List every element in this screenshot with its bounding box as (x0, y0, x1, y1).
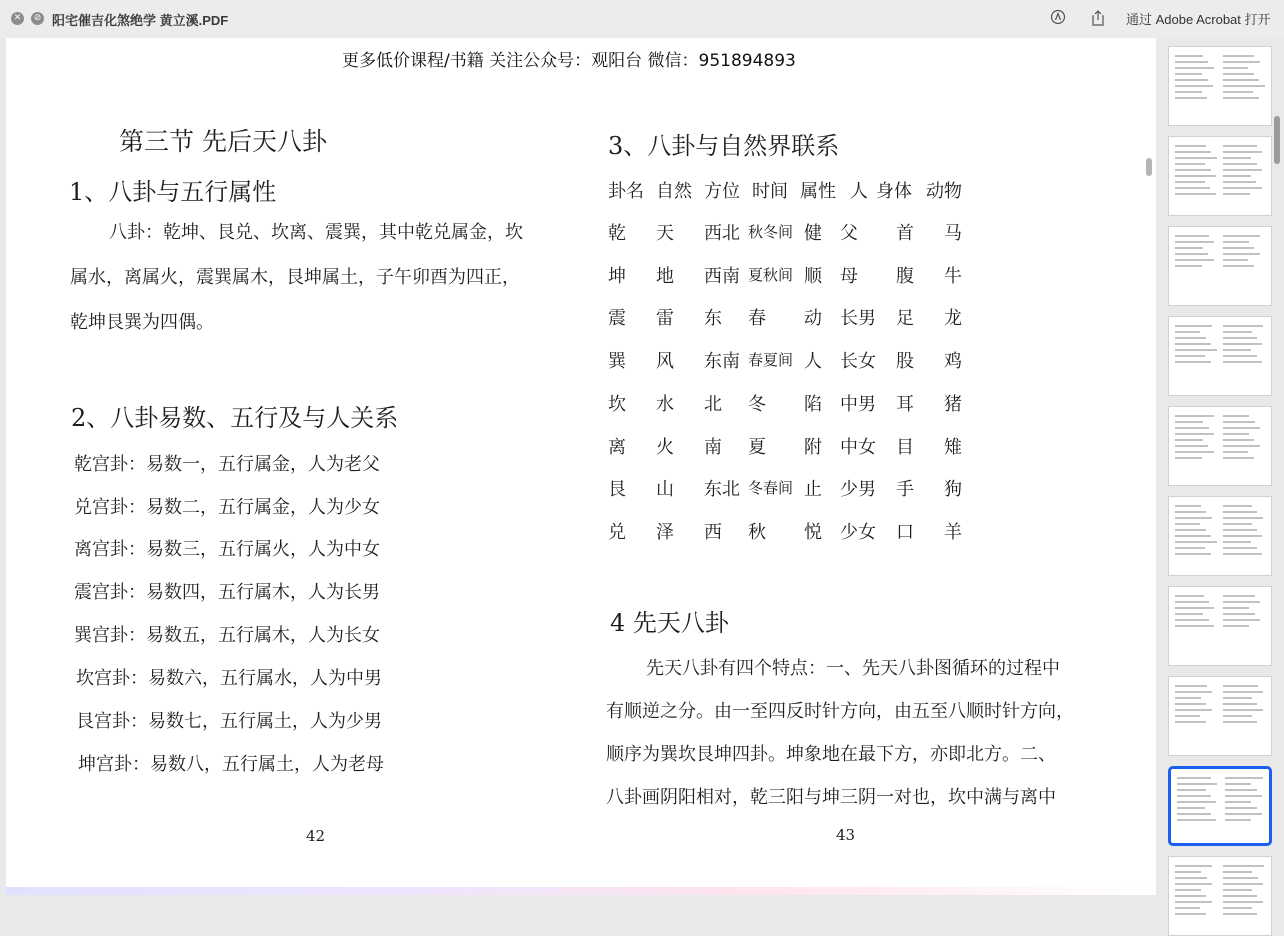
thumbnail-column (1223, 235, 1265, 271)
paragraph-line: 属水，离属火，震巽属木，艮坤属土，子午卯酉为四正， (70, 267, 520, 288)
thumbnail-text-line (1223, 613, 1255, 615)
thumbnail-text-line (1223, 79, 1259, 81)
table-cell: 秋 (748, 521, 766, 543)
sidebar-scrollbar[interactable] (1274, 116, 1280, 164)
thumbnail-text-line (1175, 901, 1212, 903)
thumbnail-text-line (1225, 789, 1257, 791)
thumbnail-column (1223, 325, 1265, 367)
thumbnail-text-line (1223, 259, 1248, 261)
document-scrollbar[interactable] (1146, 158, 1152, 176)
thumbnail-text-line (1223, 619, 1260, 621)
thumbnail-text-line (1223, 151, 1262, 153)
thumbnail-text-line (1223, 439, 1254, 441)
thumbnail-text-line (1223, 241, 1249, 243)
page-thumbnail[interactable] (1168, 586, 1272, 666)
table-cell: 北 (704, 393, 722, 415)
table-header-cell: 人 (850, 181, 868, 202)
thumbnail-text-line (1175, 253, 1208, 255)
thumbnail-column (1223, 685, 1265, 727)
page-thumbnail[interactable] (1168, 496, 1272, 576)
table-cell: 龙 (944, 308, 962, 330)
table-cell: 少女 (840, 521, 876, 543)
bottom-decoration (6, 887, 1156, 895)
gong-line: 震宫卦：易数四，五行属木，人为长男 (74, 582, 380, 603)
table-cell: 长女 (840, 351, 876, 373)
thumbnail-column (1225, 777, 1267, 825)
thumbnail-text-line (1175, 247, 1203, 249)
thumbnail-text-line (1175, 325, 1212, 327)
thumbnail-text-line (1175, 685, 1207, 687)
thumbnail-text-line (1175, 517, 1212, 519)
table-header-cell: 方位 (704, 181, 740, 202)
thumbnail-text-line (1223, 73, 1254, 75)
thumbnail-text-line (1175, 169, 1211, 171)
thumbnail-text-line (1223, 709, 1263, 711)
thumbnail-text-line (1175, 529, 1206, 531)
thumbnail-text-line (1177, 801, 1216, 803)
thumbnail-text-line (1175, 547, 1205, 549)
table-header-cell: 身体 (876, 181, 912, 202)
thumbnail-text-line (1175, 331, 1200, 333)
thumbnail-text-line (1223, 163, 1257, 165)
thumbnail-text-line (1175, 613, 1203, 615)
paragraph-line: 有顺逆之分。由一至四反时针方向，由五至八顺时针方向， (606, 701, 1074, 722)
thumbnail-text-line (1175, 439, 1203, 441)
thumbnail-text-line (1223, 721, 1257, 723)
thumbnail-text-line (1175, 361, 1211, 363)
thumbnail-text-line (1175, 343, 1211, 345)
table-cell: 狗 (944, 479, 962, 501)
table-cell: 夏秋间 (748, 265, 794, 284)
thumbnail-text-line (1175, 619, 1209, 621)
heading-3: 3、八卦与自然界联系 (608, 132, 840, 160)
thumbnail-text-line (1223, 67, 1248, 69)
table-cell: 足 (896, 308, 914, 330)
thumbnail-text-line (1175, 865, 1212, 867)
table-cell: 西北 (704, 223, 740, 244)
thumbnail-text-line (1223, 415, 1249, 417)
thumbnail-column (1175, 415, 1217, 463)
thumbnail-text-line (1175, 877, 1207, 879)
table-cell: 春夏间 (748, 351, 794, 370)
table-cell: 乾 (608, 223, 626, 244)
thumbnail-text-line (1175, 349, 1217, 351)
thumbnail-text-line (1223, 349, 1251, 351)
table-cell: 动 (804, 308, 822, 330)
thumbnail-text-line (1223, 187, 1262, 189)
table-cell: 马 (944, 223, 962, 244)
thumbnail-text-line (1175, 523, 1200, 525)
thumbnail-text-line (1175, 67, 1214, 69)
table-cell: 东北 (704, 479, 740, 501)
table-cell: 止 (804, 479, 822, 501)
table-cell: 春 (748, 308, 766, 330)
title-bar (0, 0, 1284, 38)
thumbnail-text-line (1175, 595, 1204, 597)
thumbnail-text-line (1223, 541, 1251, 543)
thumbnail-text-line (1175, 157, 1217, 159)
thumbnail-text-line (1175, 235, 1209, 237)
thumbnail-text-line (1175, 913, 1206, 915)
thumbnail-text-line (1223, 265, 1254, 267)
table-cell: 西 (704, 521, 722, 543)
table-cell: 首 (896, 223, 914, 244)
thumbnail-sidebar (1158, 38, 1284, 901)
thumbnail-text-line (1223, 889, 1252, 891)
page-thumbnail[interactable] (1168, 856, 1272, 936)
thumbnail-text-line (1223, 625, 1249, 627)
thumbnail-text-line (1223, 517, 1263, 519)
thumbnail-text-line (1175, 541, 1217, 543)
document-page-spread (6, 38, 1156, 895)
thumbnail-text-line (1175, 55, 1203, 57)
thumbnail-column (1223, 505, 1265, 559)
thumbnail-text-line (1223, 865, 1264, 867)
thumbnail-text-line (1223, 361, 1262, 363)
block-icon[interactable]: ⊘ (31, 12, 44, 25)
thumbnail-text-line (1223, 883, 1263, 885)
thumbnail-column (1175, 685, 1217, 727)
thumbnail-text-line (1223, 193, 1250, 195)
page-thumbnail[interactable] (1168, 226, 1272, 306)
thumbnail-text-line (1177, 819, 1216, 821)
thumbnail-text-line (1175, 625, 1214, 627)
table-cell: 风 (656, 351, 674, 373)
table-cell: 东 (704, 308, 722, 330)
table-cell: 东南 (704, 351, 740, 373)
thumbnail-text-line (1175, 79, 1208, 81)
thumbnail-text-line (1223, 421, 1255, 423)
gong-line: 兑宫卦：易数二，五行属金，人为少女 (74, 497, 380, 518)
table-cell: 雷 (656, 308, 674, 330)
thumbnail-text-line (1223, 901, 1263, 903)
table-cell: 目 (896, 436, 914, 458)
thumbnail-text-line (1223, 505, 1252, 507)
table-cell: 口 (896, 521, 914, 543)
thumbnail-text-line (1175, 163, 1205, 165)
thumbnail-text-line (1175, 553, 1211, 555)
thumbnail-text-line (1175, 601, 1209, 603)
thumbnail-text-line (1225, 813, 1262, 815)
thumbnail-text-line (1223, 433, 1249, 435)
table-cell: 离 (608, 436, 626, 458)
thumbnail-text-line (1225, 807, 1257, 809)
thumbnail-column (1175, 865, 1217, 919)
table-cell: 雉 (944, 436, 962, 458)
thumbnail-column (1223, 865, 1265, 919)
table-cell: 中男 (840, 393, 876, 415)
thumbnail-text-line (1223, 325, 1263, 327)
thumbnail-text-line (1223, 355, 1257, 357)
thumbnail-text-line (1223, 427, 1260, 429)
table-cell: 长男 (840, 308, 876, 330)
thumbnail-text-line (1225, 783, 1251, 785)
table-cell: 秋冬间 (748, 223, 794, 241)
thumbnail-text-line (1177, 807, 1205, 809)
page-thumbnail[interactable] (1168, 316, 1272, 396)
thumbnail-column (1175, 325, 1217, 367)
thumbnail-text-line (1223, 523, 1252, 525)
thumbnail-text-line (1177, 777, 1211, 779)
table-cell: 山 (656, 479, 674, 501)
thumbnail-text-line (1175, 85, 1213, 87)
thumbnail-text-line (1175, 91, 1202, 93)
table-cell: 耳 (896, 393, 914, 415)
thumbnail-text-line (1175, 421, 1203, 423)
thumbnail-text-line (1223, 61, 1260, 63)
thumbnail-text-line (1225, 777, 1263, 779)
table-cell: 手 (896, 479, 914, 501)
gong-line: 坤宫卦：易数八，五行属土，人为老母 (78, 754, 384, 775)
thumbnail-column (1175, 145, 1217, 199)
thumbnail-text-line (1175, 883, 1212, 885)
thumbnail-column (1223, 55, 1265, 103)
paragraph-line: 乾坤艮巽为四偶。 (70, 312, 214, 333)
thumbnail-text-line (1223, 91, 1253, 93)
thumbnail-text-line (1223, 685, 1258, 687)
thumbnail-text-line (1223, 553, 1262, 555)
thumbnail-column (1175, 505, 1217, 559)
thumbnail-text-line (1223, 343, 1262, 345)
open-in-acrobat-button[interactable]: 通过 Adobe Acrobat 打开 (1126, 12, 1271, 27)
thumbnail-text-line (1175, 895, 1206, 897)
heading-1: 1、八卦与五行属性 (69, 178, 277, 206)
thumbnail-text-line (1223, 895, 1257, 897)
thumbnail-text-line (1223, 607, 1249, 609)
gong-line: 巽宫卦：易数五，五行属木，人为长女 (74, 625, 380, 646)
thumbnail-text-line (1223, 451, 1248, 453)
share-icon[interactable] (1089, 9, 1107, 27)
thumbnail-text-line (1223, 511, 1257, 513)
table-cell: 泽 (656, 521, 674, 543)
table-cell: 附 (804, 436, 822, 458)
table-cell: 冬 (748, 393, 766, 415)
thumbnail-text-line (1177, 783, 1217, 785)
thumbnail-text-line (1223, 913, 1257, 915)
thumbnail-text-line (1223, 97, 1259, 99)
thumbnail-text-line (1223, 697, 1252, 699)
gong-line: 坎宫卦：易数六，五行属水，人为中男 (76, 668, 382, 689)
thumbnail-text-line (1175, 265, 1202, 267)
thumbnail-text-line (1177, 789, 1206, 791)
table-cell: 牛 (944, 265, 962, 287)
table-cell: 天 (656, 223, 674, 244)
thumbnail-text-line (1175, 703, 1206, 705)
table-cell: 少男 (840, 479, 876, 501)
thumbnail-text-line (1223, 595, 1255, 597)
table-cell: 人 (804, 351, 822, 373)
thumbnail-text-line (1175, 259, 1214, 261)
thumbnail-text-line (1175, 415, 1214, 417)
table-cell: 冬春间 (748, 479, 794, 498)
page-thumbnail[interactable] (1168, 46, 1272, 126)
table-cell: 股 (896, 351, 914, 373)
thumbnail-text-line (1175, 427, 1209, 429)
thumbnail-text-line (1223, 445, 1260, 447)
table-cell: 兑 (608, 521, 626, 543)
table-cell: 火 (656, 436, 674, 458)
table-cell: 陷 (804, 393, 822, 415)
thumbnail-column (1175, 55, 1217, 103)
thumbnail-text-line (1175, 871, 1201, 873)
page-thumbnail[interactable] (1168, 766, 1272, 846)
thumbnail-text-line (1223, 331, 1252, 333)
thumbnail-text-line (1175, 697, 1201, 699)
thumbnail-text-line (1223, 907, 1252, 909)
gong-line: 乾宫卦：易数一，五行属金，人为老父 (74, 454, 380, 475)
heading-4: 4 先天八卦 (610, 609, 729, 637)
table-cell: 中女 (840, 436, 876, 458)
thumbnail-text-line (1223, 601, 1260, 603)
thumbnail-text-line (1175, 511, 1206, 513)
thumbnail-text-line (1175, 715, 1200, 717)
table-cell: 鸡 (944, 351, 962, 373)
gong-line: 艮宫卦：易数七，五行属土，人为少男 (76, 711, 382, 732)
thumbnail-text-line (1175, 607, 1214, 609)
thumbnail-text-line (1175, 181, 1205, 183)
table-header-cell: 卦名 (608, 181, 644, 202)
page-thumbnail[interactable] (1168, 406, 1272, 486)
thumbnail-text-line (1175, 337, 1206, 339)
thumbnail-text-line (1175, 73, 1202, 75)
thumbnail-text-line (1175, 355, 1205, 357)
table-cell: 坤 (608, 265, 626, 287)
table-cell: 地 (656, 265, 674, 287)
table-cell: 悦 (804, 521, 822, 543)
table-cell: 羊 (944, 521, 962, 543)
table-cell: 顺 (804, 265, 822, 287)
thumbnail-text-line (1223, 235, 1260, 237)
thumbnail-text-line (1223, 85, 1265, 87)
thumbnail-text-line (1177, 795, 1211, 797)
thumbnail-text-line (1177, 813, 1211, 815)
table-cell: 腹 (896, 265, 914, 287)
table-cell: 南 (704, 436, 722, 458)
paragraph-line: 八卦：乾坤、艮兑、坎离、震巽，其中乾兑属金，坎 (109, 222, 523, 243)
page-thumbnail[interactable] (1168, 136, 1272, 216)
thumbnail-text-line (1223, 145, 1257, 147)
table-cell: 健 (804, 223, 822, 244)
thumbnail-column (1175, 595, 1217, 631)
thumbnail-text-line (1175, 151, 1211, 153)
thumbnail-text-line (1223, 703, 1257, 705)
thumbnail-text-line (1223, 253, 1260, 255)
thumbnail-text-line (1223, 157, 1251, 159)
thumbnail-text-line (1223, 691, 1263, 693)
thumbnail-text-line (1175, 691, 1212, 693)
paragraph-line: 顺序为巽坎艮坤四卦。坤象地在最下方，亦即北方。二、 (606, 744, 1056, 765)
thumbnail-text-line (1223, 175, 1251, 177)
thumbnail-text-line (1223, 247, 1254, 249)
thumbnail-text-line (1175, 451, 1214, 453)
thumbnail-text-line (1223, 457, 1254, 459)
thumbnail-column (1223, 415, 1265, 463)
table-cell: 艮 (608, 479, 626, 501)
thumbnail-text-line (1223, 169, 1262, 171)
thumbnail-column (1223, 145, 1265, 199)
heading-2: 2、八卦易数、五行及与人关系 (71, 404, 399, 432)
thumbnail-text-line (1223, 871, 1252, 873)
close-icon[interactable]: ✕ (11, 12, 24, 25)
page-number-right: 43 (836, 826, 856, 844)
window-title: 阳宅催吉化煞绝学 黄立溪.PDF (52, 13, 229, 28)
thumbnail-text-line (1175, 457, 1202, 459)
thumbnail-text-line (1225, 795, 1262, 797)
table-header-cell: 属性 (800, 181, 836, 202)
thumbnail-text-line (1225, 819, 1251, 821)
table-header-cell: 动物 (926, 181, 962, 202)
thumbnail-text-line (1175, 241, 1214, 243)
thumbnail-text-line (1175, 721, 1206, 723)
gong-line: 离宫卦：易数三，五行属火，人为中女 (74, 539, 380, 560)
thumbnail-text-line (1175, 907, 1200, 909)
paragraph-line: 八卦画阴阳相对，乾三阳与坤三阴一对也，坎中满与离中 (606, 787, 1056, 808)
thumbnail-text-line (1175, 187, 1210, 189)
thumbnail-text-line (1175, 61, 1208, 63)
thumbnail-text-line (1175, 97, 1207, 99)
page-thumbnail[interactable] (1168, 676, 1272, 756)
table-cell: 震 (608, 308, 626, 330)
table-cell: 母 (840, 265, 858, 287)
thumbnail-text-line (1175, 175, 1216, 177)
table-cell: 父 (840, 223, 858, 244)
promo-text: 更多低价课程/书籍 关注公众号：观阳台 微信：951894893 (342, 51, 796, 71)
paragraph-line: 先天八卦有四个特点：一、先天八卦图循环的过程中 (646, 658, 1060, 679)
thumbnail-text-line (1223, 181, 1256, 183)
thumbnail-column (1223, 595, 1265, 631)
thumbnail-text-line (1223, 55, 1254, 57)
thumbnail-text-line (1175, 145, 1206, 147)
thumbnail-text-line (1175, 445, 1208, 447)
table-cell: 西南 (704, 265, 740, 287)
thumbnail-text-line (1223, 337, 1257, 339)
table-header-cell: 自然 (656, 181, 692, 202)
thumbnail-column (1175, 235, 1217, 271)
thumbnail-text-line (1175, 193, 1216, 195)
table-header-cell: 时间 (752, 181, 788, 202)
thumbnail-column (1177, 777, 1219, 825)
thumbnail-text-line (1223, 877, 1258, 879)
thumbnail-text-line (1175, 535, 1211, 537)
page-number-left: 42 (306, 827, 326, 845)
thumbnail-text-line (1223, 547, 1257, 549)
table-cell: 巽 (608, 351, 626, 373)
table-cell: 猪 (944, 393, 962, 415)
thumbnail-text-line (1175, 505, 1201, 507)
table-cell: 夏 (748, 436, 766, 458)
thumbnail-text-line (1223, 529, 1257, 531)
section-title: 第三节 先后天八卦 (119, 127, 327, 156)
thumbnail-text-line (1175, 889, 1201, 891)
table-cell: 坎 (608, 393, 626, 415)
table-cell: 水 (656, 393, 674, 415)
thumbnail-text-line (1225, 801, 1251, 803)
markup-icon[interactable] (1049, 9, 1067, 27)
thumbnail-text-line (1175, 433, 1214, 435)
thumbnail-text-line (1223, 715, 1252, 717)
thumbnail-text-line (1223, 535, 1262, 537)
thumbnail-text-line (1175, 709, 1212, 711)
